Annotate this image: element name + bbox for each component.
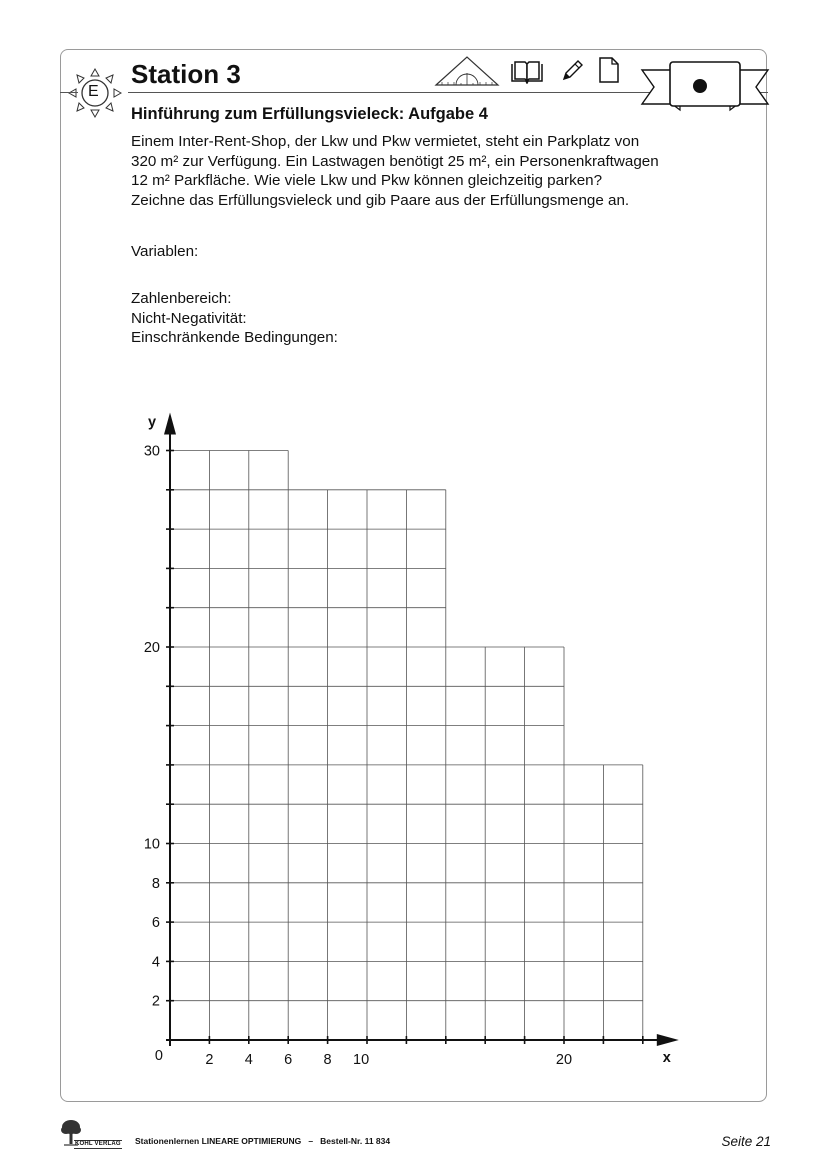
y-axis-arrow [164, 413, 176, 435]
x-axis-tick-label: 6 [284, 1052, 293, 1068]
x-axis-tick-label: 8 [323, 1052, 332, 1068]
task-line: 12 m² Parkfläche. Wie viele Lkw und Pkw können gleichzeitig parken? [131, 172, 603, 189]
footer-separator: – [308, 1136, 314, 1146]
station-letter: E [88, 83, 99, 100]
x-axis-tick-label: 2 [205, 1052, 214, 1068]
x-axis-tick-label: 20 [555, 1052, 573, 1068]
y-axis-tick-label: 4 [151, 954, 160, 971]
constraints-label: Einschränkende Bedingungen: [131, 329, 338, 346]
variables-label: Variablen: [131, 243, 199, 260]
non-negativity-label: Nicht-Negativität: [131, 310, 247, 327]
task-subtitle: Hinführung zum Erfüllungsvieleck: Aufgabe 4 [131, 105, 488, 123]
y-axis-label: y [147, 414, 157, 431]
station-title: Station 3 [131, 59, 241, 89]
y-axis-tick-label: 2 [151, 993, 160, 1010]
y-axis-tick-label: 6 [151, 915, 160, 932]
x-axis-tick-label: 4 [244, 1052, 253, 1068]
task-line: 320 m² zur Verfügung. Ein Lastwagen benötigt 25 m², ein Personenkraftwagen [131, 152, 659, 170]
page-number: Seite 21 [721, 1134, 771, 1149]
publisher-logo-text: KOHL VERLAG [75, 1141, 121, 1147]
y-axis-tick-label: 20 [143, 640, 160, 656]
y-axis-tick-label: 10 [143, 836, 160, 853]
y-axis-tick-label: 8 [151, 875, 160, 892]
x-axis-tick-label: 10 [353, 1052, 370, 1068]
number-range-label: Zahlenbereich: [131, 290, 232, 307]
footer-order-number: Bestell-Nr. 11 834 [320, 1136, 391, 1146]
footer-series-title: Stationenlernen LINEARE OPTIMIERUNG [135, 1136, 302, 1146]
x-axis-arrow [657, 1034, 679, 1046]
task-line: Einem Inter-Rent-Shop, der Lkw und Pkw vermietet, steht ein Parkplatz von [131, 133, 640, 150]
y-axis-tick-label: 30 [143, 443, 160, 460]
footer-title [135, 1136, 390, 1146]
task-line: Zeichne das Erfüllungsvieleck und gib Paare aus der Erfüllungsmenge an. [131, 191, 630, 209]
origin-label: 0 [154, 1048, 163, 1064]
x-axis-label: x [662, 1050, 671, 1066]
